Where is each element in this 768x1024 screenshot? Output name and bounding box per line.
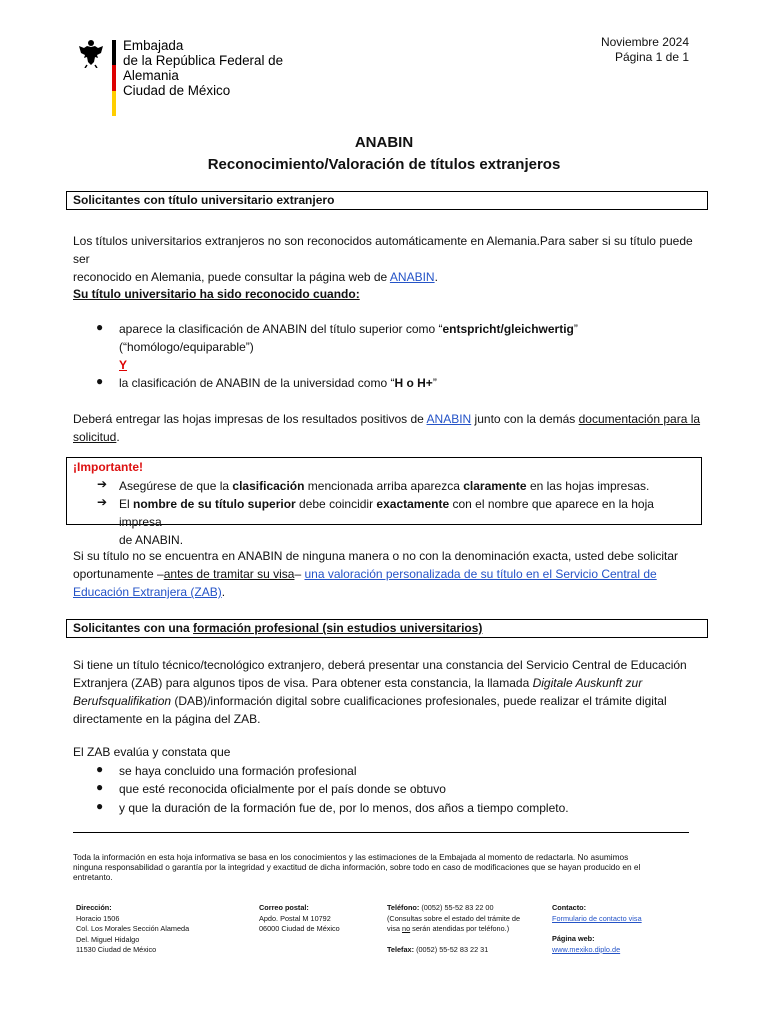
phone-note-2b: serán atendidas por teléfono.) bbox=[410, 924, 510, 933]
imp1-c: mencionada arriba aparezca bbox=[304, 479, 464, 493]
deliver-line-2 bbox=[73, 428, 703, 446]
org-line-3: Ciudad de México bbox=[123, 83, 231, 98]
arrow-right-icon: ➔ bbox=[97, 495, 108, 509]
section2-paragraph bbox=[73, 656, 703, 728]
bullet-dot-icon: ● bbox=[96, 799, 104, 813]
address-line: Horacio 1506 bbox=[76, 913, 120, 923]
notfound-dash: – bbox=[294, 567, 305, 581]
criterion-2 bbox=[119, 374, 699, 392]
web-label-row bbox=[552, 934, 642, 945]
fax-label: Telefax: bbox=[387, 945, 415, 954]
s2-line-2a: Extranjera (ZAB) para algunos tipos de visa. Para obtener esta constancia, la llamada bbox=[73, 676, 533, 690]
phone-note-1: (Consultas sobre el estado del trámite de bbox=[387, 913, 521, 923]
deliver-end: . bbox=[116, 430, 120, 444]
imp2-d: exactamente bbox=[376, 497, 450, 511]
notfound-line-2 bbox=[73, 565, 703, 583]
footer-contact bbox=[552, 903, 642, 955]
flag-red bbox=[112, 65, 116, 90]
document-title: ANABIN bbox=[354, 134, 414, 151]
deliver-paragraph bbox=[73, 410, 703, 446]
imp1-a: Asegúrese de que la bbox=[119, 479, 233, 493]
footer-address bbox=[76, 903, 189, 956]
imp2-line1 bbox=[119, 495, 694, 531]
notfound-line-1: Si su título no se encuentra en ANABIN de ninguna manera o no con la denominación exacta, usted debe solicitar bbox=[73, 549, 679, 563]
criterion-1 bbox=[119, 320, 699, 374]
imp2-b: nombre de su título superior bbox=[133, 497, 296, 511]
criterion-1-bold: entspricht/gleichwertig bbox=[442, 322, 574, 336]
address-label: Dirección: bbox=[76, 903, 112, 912]
mail-line: 06000 Ciudad de México bbox=[259, 924, 340, 933]
notfound-before-visa: antes de tramitar su visa bbox=[163, 567, 295, 581]
section2-heading-a: Solicitantes con una bbox=[73, 621, 194, 635]
s2-line-2i: Digitale Auskunft zur bbox=[532, 676, 643, 690]
criterion-1-end: ” bbox=[573, 322, 578, 336]
phone-note-2 bbox=[387, 924, 520, 935]
contact-form-link[interactable]: Formulario de contacto visa bbox=[552, 913, 642, 923]
phone-note-2a: visa bbox=[387, 924, 403, 933]
criterion-2-bold: H o H+ bbox=[394, 376, 433, 390]
intro-line-1: Los títulos universitarios extranjeros no son reconocidos automáticamente en Alemania.Para saber si su título puede ser bbox=[73, 234, 693, 266]
website-link[interactable]: www.mexiko.diplo.de bbox=[552, 944, 621, 954]
intro-end: . bbox=[434, 270, 438, 284]
deliver-text: Deberá entregar las hojas impresas de los resultados positivos de bbox=[73, 412, 427, 426]
bullet-dot-icon: ● bbox=[96, 780, 104, 794]
zab-link[interactable]: Educación Extranjera (ZAB) bbox=[73, 585, 222, 599]
deliver-text-2: junto con la demás bbox=[471, 412, 579, 426]
bullet-dot-icon: ● bbox=[96, 374, 104, 388]
section1-heading: Solicitantes con título universitario extranjero bbox=[66, 191, 708, 210]
org-line-2: de la República Federal de Alemania bbox=[123, 53, 284, 83]
web-label: Página web: bbox=[552, 934, 595, 943]
s2-line-3b: (DAB)/información digital sobre cualificaciones profesionales, puede realizar el trámite digital bbox=[171, 694, 667, 708]
section2-heading-u: formación profesional (sin estudios universitarios) bbox=[193, 621, 483, 635]
flag-black bbox=[112, 40, 116, 65]
anabin-link[interactable]: ANABIN bbox=[389, 270, 435, 284]
address-line: Col. Los Morales Sección Alameda bbox=[76, 924, 190, 933]
solicitud-link[interactable]: solicitud bbox=[73, 430, 117, 444]
embassy-name bbox=[123, 38, 336, 98]
fax-value: (0052) 55-52 83 22 31 bbox=[414, 945, 489, 954]
phone-row bbox=[387, 903, 520, 914]
important-box bbox=[66, 457, 702, 547]
important-item-1 bbox=[119, 477, 694, 495]
anabin-link-2[interactable]: ANABIN bbox=[426, 412, 472, 426]
important-title: ¡Importante! bbox=[73, 460, 143, 474]
contact-label: Contacto: bbox=[552, 903, 587, 912]
imp1-d: claramente bbox=[463, 479, 527, 493]
imp1-b: clasificación bbox=[232, 479, 305, 493]
imp2-c: debe coincidir bbox=[295, 497, 377, 511]
and-connector: Y bbox=[119, 358, 128, 372]
date-block bbox=[601, 35, 689, 65]
intro-line-2 bbox=[73, 268, 703, 286]
intro-text: reconocido en Alemania, puede consultar la página web de bbox=[73, 270, 390, 284]
s2-line-3i: Berufsqualifikation bbox=[73, 694, 172, 708]
embassy-logo bbox=[76, 38, 336, 116]
zab-item-1: se haya concluido una formación profesional bbox=[119, 764, 357, 778]
documentation-link[interactable]: documentación para la bbox=[578, 412, 701, 426]
deliver-line-1 bbox=[73, 410, 703, 428]
address-line: 11530 Ciudad de México bbox=[76, 945, 157, 954]
mail-label: Correo postal: bbox=[259, 903, 309, 912]
recognized-heading: Su título universitario ha sido reconocido cuando: bbox=[73, 287, 360, 301]
section1-intro bbox=[73, 232, 703, 286]
disclaimer bbox=[73, 852, 698, 882]
s2-line-4: directamente en la página del ZAB. bbox=[73, 712, 261, 726]
section2-heading bbox=[66, 619, 708, 638]
important-item-2 bbox=[119, 495, 694, 549]
criterion-2-text: la clasificación de ANABIN de la universidad como “ bbox=[119, 376, 395, 390]
org-line-1: Embajada bbox=[123, 38, 184, 53]
flag-gold bbox=[112, 91, 116, 116]
zab-item-3: y que la duración de la formación fue de, por lo menos, dos años a tiempo completo. bbox=[119, 801, 569, 815]
mail-line: Apdo. Postal M 10792 bbox=[259, 913, 331, 923]
criterion-1-text: aparece la clasificación de ANABIN del título superior como “ bbox=[119, 322, 443, 336]
notfound-end: . bbox=[221, 585, 226, 599]
criterion-1-translation: (“homólogo/equiparable”) bbox=[119, 340, 254, 354]
disclaimer-line-2: ninguna responsabilidad o garantía por la integridad y exactitud de dicha información, sobre todo en caso de modificaciones que se hayan producido en el bbox=[73, 862, 641, 872]
bullet-dot-icon: ● bbox=[96, 320, 104, 334]
address-line: Del. Miguel Hidalgo bbox=[76, 934, 140, 944]
divider bbox=[73, 832, 689, 833]
disclaimer-line-1: Toda la información en esta hoja informativa se basa en los conocimientos y las estimaciones de la Embajada al momento de redactarla. No asumimos bbox=[73, 852, 629, 862]
page-number: Página 1 de 1 bbox=[614, 50, 689, 64]
arrow-right-icon: ➔ bbox=[97, 477, 108, 491]
criterion-2-end: ” bbox=[432, 376, 437, 390]
notfound-paragraph bbox=[73, 547, 703, 601]
imp2-e: con el nombre que aparece en la hoja impresa bbox=[119, 497, 654, 529]
s2-line-2 bbox=[73, 674, 703, 692]
fax-row bbox=[387, 945, 520, 956]
notfound-line-3 bbox=[73, 583, 703, 601]
phone-label: Teléfono: bbox=[387, 903, 420, 912]
criterion-1-line bbox=[119, 320, 699, 338]
bullet-dot-icon: ● bbox=[96, 762, 104, 776]
footer-phone bbox=[387, 903, 520, 956]
zab-item-2: que esté reconocida oficialmente por el país donde se obtuvo bbox=[119, 782, 446, 796]
imp1-e: en las hojas impresas. bbox=[526, 479, 650, 493]
flag-bar bbox=[112, 40, 116, 116]
document-date: Noviembre 2024 bbox=[600, 35, 689, 49]
phone-value: (0052) 55-52 83 22 00 bbox=[419, 903, 494, 912]
federal-eagle-icon bbox=[76, 38, 106, 68]
imp2-line2: de ANABIN. bbox=[119, 533, 184, 547]
s2-line-1: Si tiene un título técnico/tecnológico extranjero, deberá presentar una constancia del Servicio Central de Educación bbox=[73, 658, 687, 672]
zab-valoracion-link[interactable]: una valoración personalizada de su título en el Servicio Central de bbox=[304, 567, 657, 581]
disclaimer-line-3: entretanto. bbox=[73, 872, 113, 882]
s2-line-3 bbox=[73, 692, 703, 710]
imp2-a: El bbox=[119, 497, 134, 511]
phone-note-no: no bbox=[402, 924, 411, 933]
document-subtitle: Reconocimiento/Valoración de títulos extranjeros bbox=[207, 156, 561, 173]
notfound-b: oportunamente – bbox=[73, 567, 164, 581]
footer-mail bbox=[259, 903, 340, 935]
zab-intro: El ZAB evalúa y constata que bbox=[73, 745, 231, 759]
